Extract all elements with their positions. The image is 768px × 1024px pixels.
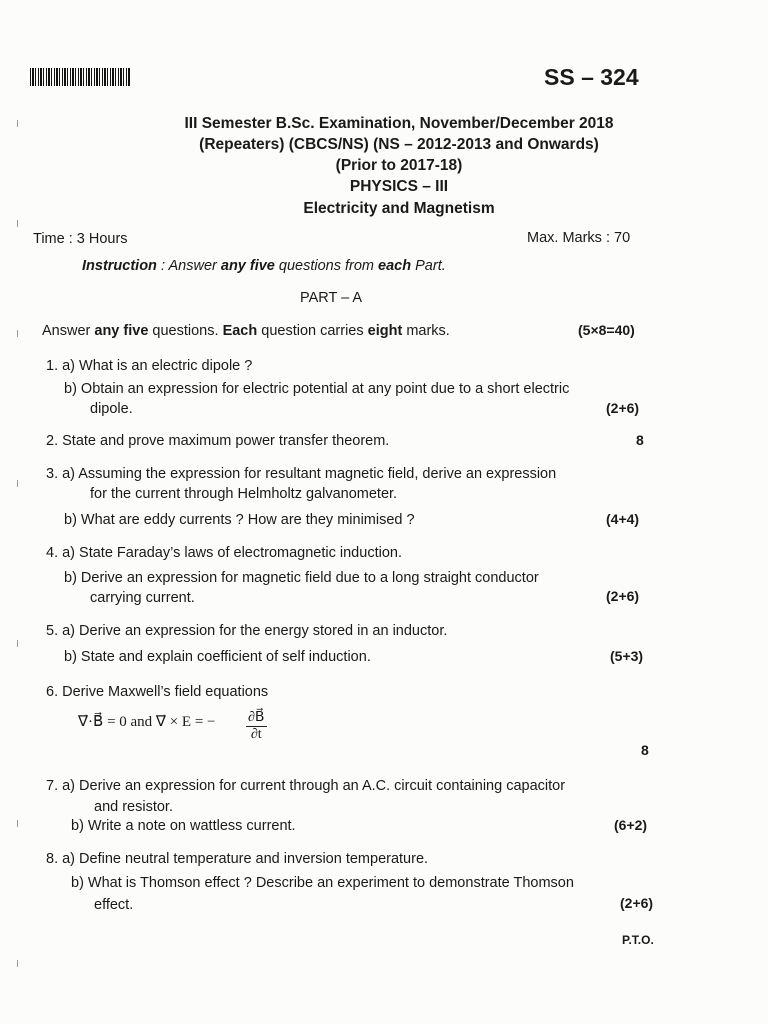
- q3a-line2: for the current through Helmholtz galvanometer.: [90, 486, 398, 502]
- q5-marks: (5+3): [610, 648, 644, 664]
- q7b: b) Write a note on wattless current.: [71, 818, 296, 834]
- q3-marks: (4+4): [606, 511, 640, 527]
- q7-marks: (6+2): [614, 817, 648, 833]
- part-note: Answer any five questions. Each question carries eight marks.: [42, 323, 450, 339]
- q1b-line2: dipole.: [90, 401, 133, 417]
- pto: P.T.O.: [622, 933, 654, 947]
- q5a: 5. a) Derive an expression for the energy stored in an inductor.: [46, 623, 448, 639]
- exam-title: III Semester B.Sc. Examination, November/December 2018: [184, 115, 614, 132]
- margin-mark: [17, 640, 18, 647]
- q4b-line1: b) Derive an expression for magnetic field due to a long straight conductor: [64, 570, 539, 586]
- q4b-line2: carrying current.: [90, 590, 195, 606]
- q6-marks: 8: [641, 742, 649, 758]
- margin-mark: [17, 820, 18, 827]
- q3a-line1: 3. a) Assuming the expression for resultant magnetic field, derive an expression: [46, 466, 557, 482]
- margin-mark: [17, 220, 18, 227]
- q8b-line2: effect.: [94, 897, 134, 913]
- paper-code: SS – 324: [544, 64, 639, 90]
- q8b-line1: b) What is Thomson effect ? Describe an experiment to demonstrate Thomson: [71, 875, 574, 891]
- q1a: 1. a) What is an electric dipole ?: [46, 358, 253, 374]
- maxwell-equation: ∇⃗·B⃗ = 0 and ∇⃗ × E = −: [78, 714, 216, 730]
- q2: 2. State and prove maximum power transfer theorem.: [46, 433, 390, 449]
- part-heading: PART – A: [300, 290, 363, 306]
- subject-title: PHYSICS – III: [349, 178, 449, 195]
- instruction: Instruction : Answer any five questions from each Part.: [82, 258, 446, 274]
- time-label: Time : 3 Hours: [33, 231, 128, 247]
- barcode: [30, 68, 130, 86]
- q1-marks: (2+6): [606, 400, 640, 416]
- q8a: 8. a) Define neutral temperature and inversion temperature.: [46, 851, 429, 867]
- exam-scheme: (Repeaters) (CBCS/NS) (NS – 2012-2013 and Onwards): [199, 136, 599, 153]
- margin-mark: [17, 960, 18, 967]
- q1b-line1: b) Obtain an expression for electric potential at any point due to a short electric: [64, 381, 570, 397]
- q4a: 4. a) State Faraday’s laws of electromagnetic induction.: [46, 545, 402, 561]
- q3b: b) What are eddy currents ? How are they minimised ?: [64, 512, 415, 528]
- q5b: b) State and explain coefficient of self induction.: [64, 649, 371, 665]
- q4-marks: (2+6): [606, 588, 640, 604]
- maxwell-fraction: [246, 709, 267, 743]
- q8-marks: (2+6): [620, 895, 654, 911]
- exam-prior: (Prior to 2017-18): [335, 157, 463, 174]
- paper-title: Electricity and Magnetism: [303, 200, 495, 217]
- margin-mark: [17, 480, 18, 487]
- fraction-denominator: ∂t: [250, 727, 262, 742]
- fraction-numerator: ∂B⃗: [248, 710, 265, 725]
- q2-marks: 8: [636, 432, 644, 448]
- max-marks: Max. Marks : 70: [527, 230, 631, 246]
- q7a-line1: 7. a) Derive an expression for current through an A.C. circuit containing capacitor: [46, 778, 566, 794]
- part-marks: (5×8=40): [578, 322, 635, 338]
- q7a-line2: and resistor.: [94, 799, 173, 815]
- margin-mark: [17, 330, 18, 337]
- q6: 6. Derive Maxwell’s field equations: [46, 684, 269, 700]
- margin-mark: [17, 120, 18, 127]
